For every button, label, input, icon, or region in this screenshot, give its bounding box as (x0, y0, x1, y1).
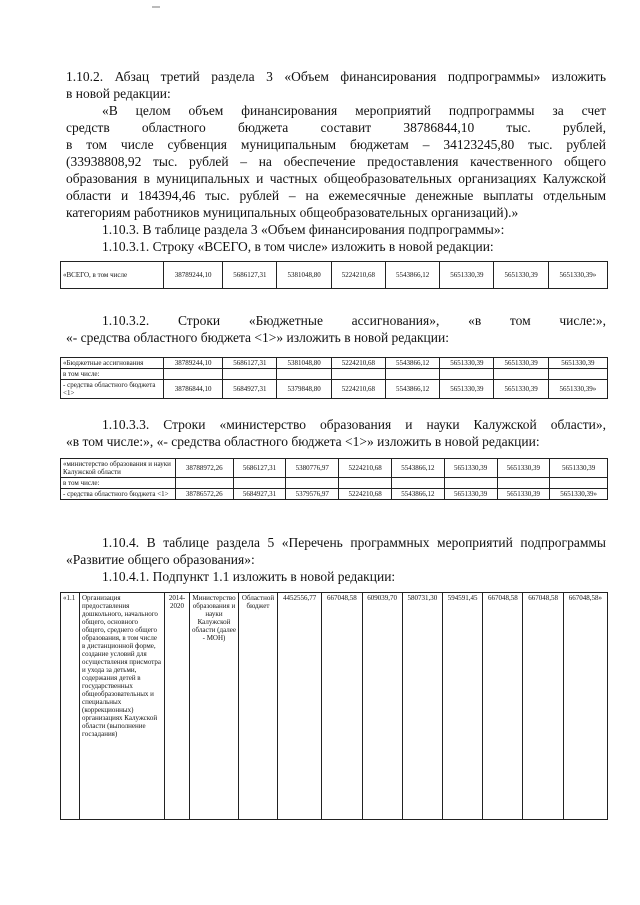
table-cell: 38786572,26 (176, 489, 234, 500)
table-cell (164, 369, 223, 380)
table-cell: 38789244,10 (164, 358, 223, 369)
table-cell: 38789244,10 (164, 262, 223, 289)
table-cell: 5381048,80 (277, 358, 331, 369)
table-row (61, 358, 608, 369)
table-cell: 5543866,12 (391, 489, 444, 500)
table-cell (391, 478, 444, 489)
table-cell (385, 369, 439, 380)
table-cell: 5651330,39 (440, 380, 494, 399)
table-cell (286, 478, 339, 489)
table-cell: 5651330,39 (494, 358, 548, 369)
para-1-10-3-3-line1: 1.10.3.3. Строки «министерство образования и науки Калужской области», (102, 417, 606, 432)
table-cell: 5379576,97 (286, 489, 339, 500)
table-row (61, 262, 608, 289)
table-cell: «ВСЕГО, в том числе (61, 262, 164, 289)
table-cell-number: «1.1 (61, 593, 80, 820)
table-cell: 5381048,80 (277, 262, 331, 289)
table-cell: 667048,58 (322, 593, 362, 820)
table-subitem-1-1 (60, 592, 608, 820)
quote-line2: средств областного бюджета составит 38786844,10 тыс. рублей, (66, 120, 606, 135)
table-cell: 5543866,12 (385, 380, 439, 399)
table-total-row (60, 261, 608, 289)
table-cell: 5224210,68 (331, 358, 385, 369)
table-cell (331, 369, 385, 380)
para-1-10-3-2-line1: 1.10.3.2. Строки «Бюджетные ассигнования», «в том числе:», (102, 313, 606, 328)
table-cell: 667048,58» (563, 593, 607, 820)
table-cell: 5651330,39 (494, 262, 548, 289)
table-cell: 667048,58 (483, 593, 523, 820)
table-cell: 5686127,31 (223, 262, 277, 289)
table-cell: 5380776,97 (286, 459, 339, 478)
table-cell: 5543866,12 (391, 459, 444, 478)
table-cell: - средства областного бюджета <1> (61, 380, 164, 399)
table-cell: 38786844,10 (164, 380, 223, 399)
table-cell: 5651330,39» (548, 262, 607, 289)
table-row (61, 478, 608, 489)
table-cell (548, 369, 607, 380)
table-cell: 5224210,68 (331, 380, 385, 399)
table-cell: 5651330,39 (440, 262, 494, 289)
table-cell: 5379848,80 (277, 380, 331, 399)
para-1-10-3-3-line2: «в том числе:», «- средства областного бюджета <1>» изложить в новой редакции: (66, 434, 540, 449)
para-1-10-3: 1.10.3. В таблице раздела 3 «Объем финансирования подпрограммы»: (102, 222, 505, 237)
quote-line3: в том числе субвенция муниципальным бюджетам – 34123245,80 тыс. рублей (66, 137, 606, 152)
table-cell (494, 369, 548, 380)
table-cell: 5651330,39 (550, 459, 608, 478)
table-cell: 5224210,68 (339, 459, 392, 478)
table-cell (176, 478, 234, 489)
table-row (61, 459, 608, 478)
table-cell: 5651330,39 (497, 459, 550, 478)
table-row (61, 593, 608, 820)
table-cell-years: 2014-2020 (165, 593, 190, 820)
table-cell: - средства областного бюджета <1> (61, 489, 176, 500)
table-cell: 5651330,39 (440, 358, 494, 369)
table-cell (444, 478, 497, 489)
para-1-10-2-line2: в новой редакции: (66, 86, 171, 101)
table-cell-name: Организация предоставления дошкольного, начального общего, основного общего, среднего общего образования, в том числе в дистанционной форме, создание условий для осуществления присмотра и ухода за детьми, содержания детей в государственных общеобразовательных и специальных (коррекционных) организациях Калужской области (выполнение госзадания) (80, 593, 165, 820)
table-budget-rows (60, 357, 608, 399)
table-cell: 5651330,39» (550, 489, 608, 500)
table-cell: 5684927,31 (223, 380, 277, 399)
para-1-10-4-line2: «Развитие общего образования»: (66, 552, 255, 567)
table-cell: 667048,58 (523, 593, 563, 820)
table-row (61, 380, 608, 399)
table-cell-executor: Министерство образования и науки Калужской области (далее - МОН) (190, 593, 239, 820)
table-cell: 5684927,31 (233, 489, 286, 500)
table-cell: 594591,45 (442, 593, 482, 820)
para-1-10-3-1: 1.10.3.1. Строку «ВСЕГО, в том числе» изложить в новой редакции: (102, 239, 494, 254)
table-cell: 5651330,39 (548, 358, 607, 369)
table-cell (497, 478, 550, 489)
quote-line1: «В целом объем финансирования мероприятий подпрограммы за счет (102, 103, 606, 118)
table-cell (223, 369, 277, 380)
quote-line5: образования в муниципальных и частных общеобразовательных организациях Калужской (66, 171, 606, 186)
table-cell: 5651330,39» (548, 380, 607, 399)
table-cell: 38788972,26 (176, 459, 234, 478)
table-ministry-rows (60, 458, 608, 500)
table-cell: 5543866,12 (385, 262, 439, 289)
para-1-10-4-line1: 1.10.4. В таблице раздела 5 «Перечень программных мероприятий подпрограммы (102, 535, 606, 550)
quote-line6: области и 184394,46 тыс. рублей – на ежемесячные денежные выплаты отдельным (66, 188, 606, 203)
table-cell: в том числе: (61, 369, 164, 380)
table-cell (277, 369, 331, 380)
table-cell: в том числе: (61, 478, 176, 489)
table-cell: 5651330,39 (494, 380, 548, 399)
para-1-10-3-2-line2: «- средства областного бюджета <1>» изложить в новой редакции: (66, 330, 449, 345)
table-cell (339, 478, 392, 489)
table-cell: 5651330,39 (444, 459, 497, 478)
table-cell: 5651330,39 (497, 489, 550, 500)
table-cell (440, 369, 494, 380)
para-1-10-4-1: 1.10.4.1. Подпункт 1.1 изложить в новой редакции: (102, 569, 396, 584)
table-cell: 5686127,31 (233, 459, 286, 478)
table-cell: 5224210,68 (339, 489, 392, 500)
quote-line4: (33938808,92 тыс. рублей – на обеспечение предоставления качественного общего (66, 154, 606, 169)
table-row (61, 489, 608, 500)
table-cell: 5224210,68 (331, 262, 385, 289)
table-cell: 609039,70 (362, 593, 402, 820)
quote-line7: категориям работников муниципальных общеобразовательных организаций).» (66, 205, 519, 220)
table-cell: 580731,30 (402, 593, 442, 820)
table-cell (550, 478, 608, 489)
scan-mark (152, 6, 160, 8)
table-cell: «министерство образования и науки Калужской области (61, 459, 176, 478)
table-cell: 4452556,77 (278, 593, 322, 820)
table-row (61, 369, 608, 380)
table-cell-source: Областной бюджет (239, 593, 278, 820)
table-cell (233, 478, 286, 489)
table-cell: «Бюджетные ассигнования (61, 358, 164, 369)
table-cell: 5686127,31 (223, 358, 277, 369)
table-cell: 5651330,39 (444, 489, 497, 500)
para-1-10-2-line1: 1.10.2. Абзац третий раздела 3 «Объем финансирования подпрограммы» изложить (66, 69, 606, 84)
table-cell: 5543866,12 (385, 358, 439, 369)
